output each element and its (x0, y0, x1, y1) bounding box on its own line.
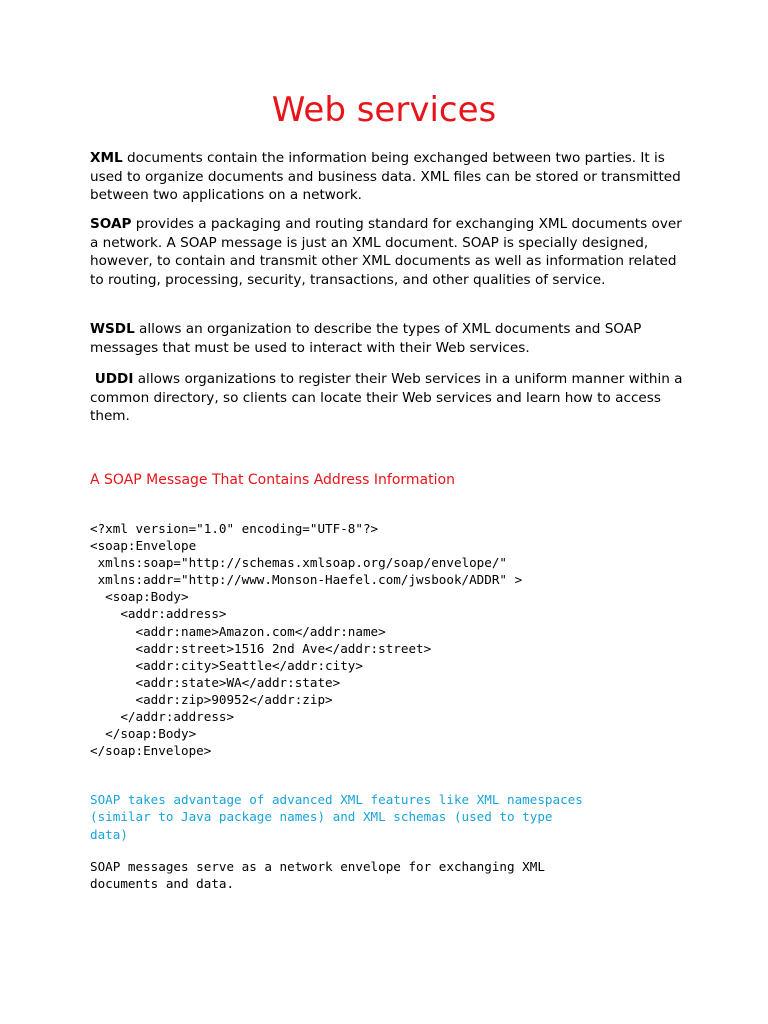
code-line: xmlns:soap="http://schemas.xmlsoap.org/soap/envelope/" (90, 555, 508, 571)
term-soap: SOAP (90, 216, 132, 232)
term-xml: XML (90, 150, 123, 166)
paragraph-wsdl-text: allows an organization to describe the types of XML documents and SOAP messages that must be used to interact with their Web services. (90, 321, 642, 356)
code-line: <addr:city>Seattle</addr:city> (90, 657, 363, 673)
paragraph-uddi-text: allows organizations to register their Web services in a uniform manner within a common directory, so clients can locate their Web services and learn how to access them. (90, 371, 683, 425)
code-line: </soap:Envelope> (90, 743, 212, 759)
code-line: <soap:Envelope (90, 538, 197, 554)
paragraph-soap (90, 215, 690, 289)
paragraph-wsdl (90, 320, 690, 357)
term-wsdl: WSDL (90, 321, 135, 337)
code-line: <addr:street>1516 2nd Ave</addr:street> (90, 640, 432, 656)
code-line: xmlns:addr="http://www.Monson-Haefel.com/jwsbook/ADDR" > (90, 572, 523, 588)
code-line: <addr:state>WA</addr:state> (90, 674, 341, 690)
code-line: <?xml version="1.0" encoding="UTF-8"?> (90, 521, 379, 536)
paragraph-soap-text: provides a packaging and routing standard for exchanging XML documents over a network. A SOAP message is just an XML document. SOAP is specially designed, however, to contain and transmit other XML documents as well as information related to routing, processing, security, transactions, and other qualities of service. (90, 216, 682, 288)
section-subheading: A SOAP Message That Contains Address Information (90, 472, 455, 488)
code-line: </addr:address> (90, 709, 235, 725)
soap-code-block (90, 520, 522, 759)
code-line: <addr:address> (90, 606, 227, 622)
soap-features-note: SOAP takes advantage of advanced XML features like XML namespaces (similar to Java package names) and XML schemas (used to type data) (90, 792, 583, 842)
soap-envelope-note: SOAP messages serve as a network envelope for exchanging XML documents and data. (90, 859, 545, 892)
paragraph-xml (90, 149, 690, 205)
page-title: Web services (271, 90, 497, 130)
paragraph-uddi (90, 370, 690, 426)
paragraph-xml-text: documents contain the information being exchanged between two parties. It is used to organize documents and business data. XML files can be stored or transmitted between two applications on a network. (90, 150, 681, 204)
code-line: </soap:Body> (90, 726, 197, 742)
code-line: <addr:name>Amazon.com</addr:name> (90, 623, 386, 639)
code-line: <soap:Body> (90, 589, 189, 605)
term-uddi: UDDI (90, 371, 134, 387)
code-line: <addr:zip>90952</addr:zip> (90, 691, 333, 707)
